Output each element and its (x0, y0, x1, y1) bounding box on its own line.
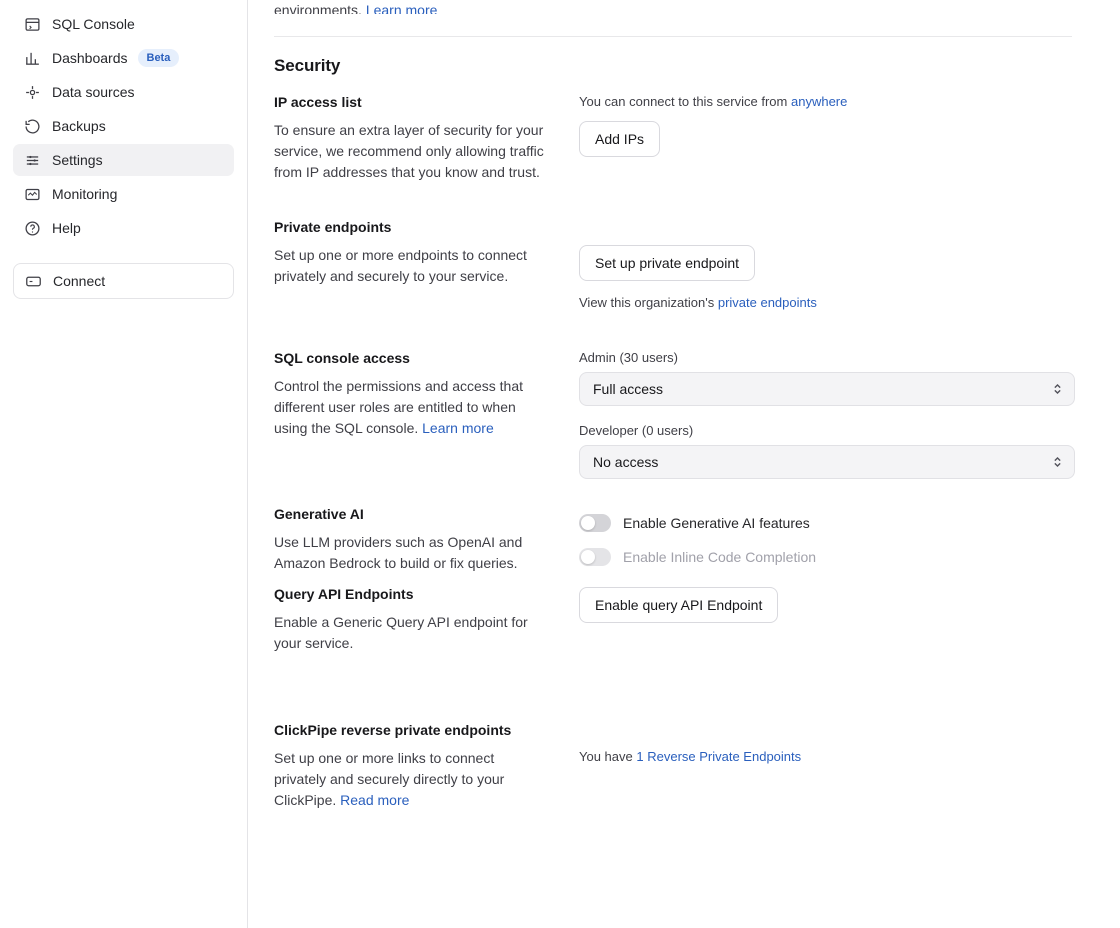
inline-completion-toggle-row (579, 548, 1072, 566)
private-endpoints-link[interactable]: private endpoints (717, 295, 817, 310)
settings-icon (23, 151, 41, 169)
add-ips-button[interactable]: Add IPs (579, 121, 660, 157)
anywhere-link[interactable]: anywhere (790, 94, 848, 109)
query-api-endpoints-title: Query API Endpoints (274, 586, 414, 602)
sql-console-access-title: SQL console access (274, 350, 410, 366)
sidebar (0, 0, 248, 928)
developer-access-select-wrap (579, 445, 1075, 479)
toggle-knob (581, 550, 595, 564)
toggle-knob (581, 516, 595, 530)
enable-inline-code-completion-label: Enable Inline Code Completion (623, 549, 817, 565)
sidebar-item-settings[interactable] (13, 144, 234, 176)
clickpipe-note-text: You have (579, 749, 633, 764)
beta-badge: Beta (138, 49, 180, 67)
section-divider (274, 36, 1072, 37)
enable-generative-ai-toggle[interactable] (579, 514, 611, 532)
connect-icon (24, 272, 42, 290)
sidebar-item-label: Backups (52, 118, 106, 134)
page-title: Security (274, 56, 341, 75)
sidebar-item-backups[interactable] (13, 110, 234, 142)
sidebar-item-sql-console[interactable] (13, 8, 234, 40)
sql-console-access-description (274, 376, 550, 439)
sql-console-icon (23, 15, 41, 33)
setting-private-endpoints (274, 219, 1072, 322)
setting-ip-access-list (274, 94, 1072, 183)
ip-access-list-title: IP access list (274, 94, 362, 110)
sidebar-item-data-sources[interactable] (13, 76, 234, 108)
previous-section-tail (274, 0, 1072, 14)
previous-section-text: environments. (274, 2, 362, 14)
data-sources-icon (23, 83, 41, 101)
sidebar-item-dashboards[interactable] (13, 42, 234, 74)
clickpipe-title: ClickPipe reverse private endpoints (274, 722, 512, 738)
query-api-endpoints-description: Enable a Generic Query API endpoint for your service. (274, 614, 528, 651)
sidebar-item-label: Dashboards (52, 50, 128, 66)
read-more-link[interactable]: Read more (340, 792, 410, 808)
generative-ai-description: Use LLM providers such as OpenAI and Amazon Bedrock to build or fix queries. (274, 534, 523, 571)
admin-role-label: Admin (30 users) (579, 350, 678, 365)
enable-generative-ai-label: Enable Generative AI features (623, 515, 810, 531)
sidebar-item-label: Settings (52, 152, 103, 168)
settings-content (248, 0, 1120, 811)
clickpipe-note (579, 749, 1072, 764)
set-up-private-endpoint-button[interactable]: Set up private endpoint (579, 245, 755, 281)
clickpipe-description-text: Set up one or more links to connect privately and securely directly to your ClickPipe. (274, 750, 505, 808)
monitoring-icon (23, 185, 41, 203)
ip-access-note-text: You can connect to this service from (579, 94, 788, 109)
org-note-text: View this organization's (579, 295, 715, 310)
sidebar-item-label: Data sources (52, 84, 135, 100)
clickpipe-description (274, 748, 550, 811)
setting-generative-ai (274, 506, 1072, 582)
reverse-private-endpoints-link[interactable]: 1 Reverse Private Endpoints (636, 749, 802, 764)
connect-button[interactable] (13, 263, 234, 299)
private-endpoints-org-note (579, 295, 1072, 310)
sidebar-item-monitoring[interactable] (13, 178, 234, 210)
admin-access-select-wrap (579, 372, 1075, 406)
ip-access-note (579, 94, 1072, 109)
setting-query-api-endpoints (274, 586, 1072, 654)
sidebar-nav (0, 8, 247, 244)
sql-console-access-description-text: Control the permissions and access that different user roles are entitled to when using the SQL console. (274, 378, 524, 436)
main-panel (248, 0, 1120, 928)
ip-access-list-description: To ensure an extra layer of security for your service, we recommend only allowing traffic from IP addresses that you know and trust. (274, 122, 544, 180)
sidebar-item-label: Monitoring (52, 186, 118, 202)
setting-clickpipe-reverse-private-endpoints (274, 722, 1072, 811)
admin-access-select[interactable]: Full access (579, 372, 1075, 406)
enable-query-api-endpoint-button[interactable]: Enable query API Endpoint (579, 587, 778, 623)
sidebar-item-help[interactable] (13, 212, 234, 244)
backups-icon (23, 117, 41, 135)
sidebar-item-label: Help (52, 220, 81, 236)
private-endpoints-description: Set up one or more endpoints to connect privately and securely to your service. (274, 247, 527, 284)
help-icon (23, 219, 41, 237)
private-endpoints-title: Private endpoints (274, 219, 392, 235)
setting-sql-console-access (274, 350, 1072, 496)
generative-ai-toggle-row (579, 514, 1072, 532)
developer-role-label: Developer (0 users) (579, 423, 694, 438)
enable-inline-code-completion-toggle[interactable] (579, 548, 611, 566)
dashboards-icon (23, 49, 41, 67)
developer-access-select[interactable]: No access (579, 445, 1075, 479)
learn-more-link-sql-console[interactable]: Learn more (422, 420, 494, 436)
generative-ai-title: Generative AI (274, 506, 364, 522)
sidebar-item-label: SQL Console (52, 16, 135, 32)
learn-more-link-top[interactable]: Learn more (365, 2, 438, 14)
connect-button-label: Connect (53, 273, 106, 289)
